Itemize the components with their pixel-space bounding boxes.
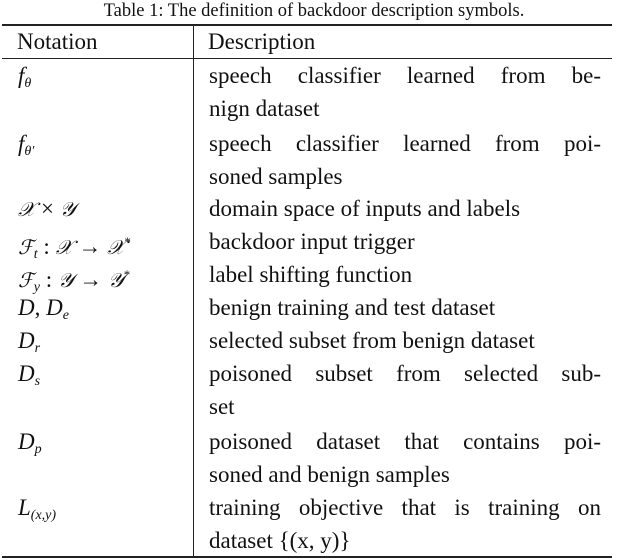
table-caption: Table 1: The definition of backdoor description symbols. — [103, 1, 525, 21]
description-cell: selected subset from benign dataset — [209, 328, 535, 353]
description-cell: training objective that is training on dataset {(x, y)} — [209, 495, 601, 553]
description-cell: poisoned dataset that contains poi- soned and benign samples — [209, 429, 601, 487]
notation-cell: $L_{(x,y)}$ — [18, 495, 57, 523]
header-notation: Notation — [17, 29, 98, 54]
header-description: Description — [208, 29, 316, 54]
notation-cell: D, $D_e$ — [18, 295, 69, 323]
notation-cell: ℱ$_t$ : 𝒳 → 𝒳* — [18, 234, 131, 262]
table-header — [0, 26, 620, 58]
notation-cell: $D_r$ — [18, 328, 41, 356]
notation-cell: $f_{\theta'}$ — [18, 131, 35, 159]
notation-cell: $D_p$ — [18, 429, 42, 457]
description-cell: label shifting function — [209, 262, 413, 287]
description-cell: speech classifier learned from poi- soned samples — [209, 131, 601, 189]
notation-cell: $D_s$ — [18, 361, 41, 389]
description-cell: domain space of inputs and labels — [209, 196, 521, 221]
description-cell: speech classifier learned from be- nign dataset — [209, 63, 601, 121]
column-divider — [193, 25, 194, 556]
description-cell: benign training and test dataset — [209, 295, 496, 320]
description-cell: poisoned subset from selected sub- set — [209, 361, 601, 419]
notation-cell: $f_\theta$ — [18, 63, 32, 91]
notation-cell: ℱ$_y$ : 𝒴 → 𝒴* — [18, 267, 131, 295]
description-cell: backdoor input trigger — [209, 229, 415, 254]
notation-cell: 𝒳 × 𝒴 — [18, 196, 76, 221]
